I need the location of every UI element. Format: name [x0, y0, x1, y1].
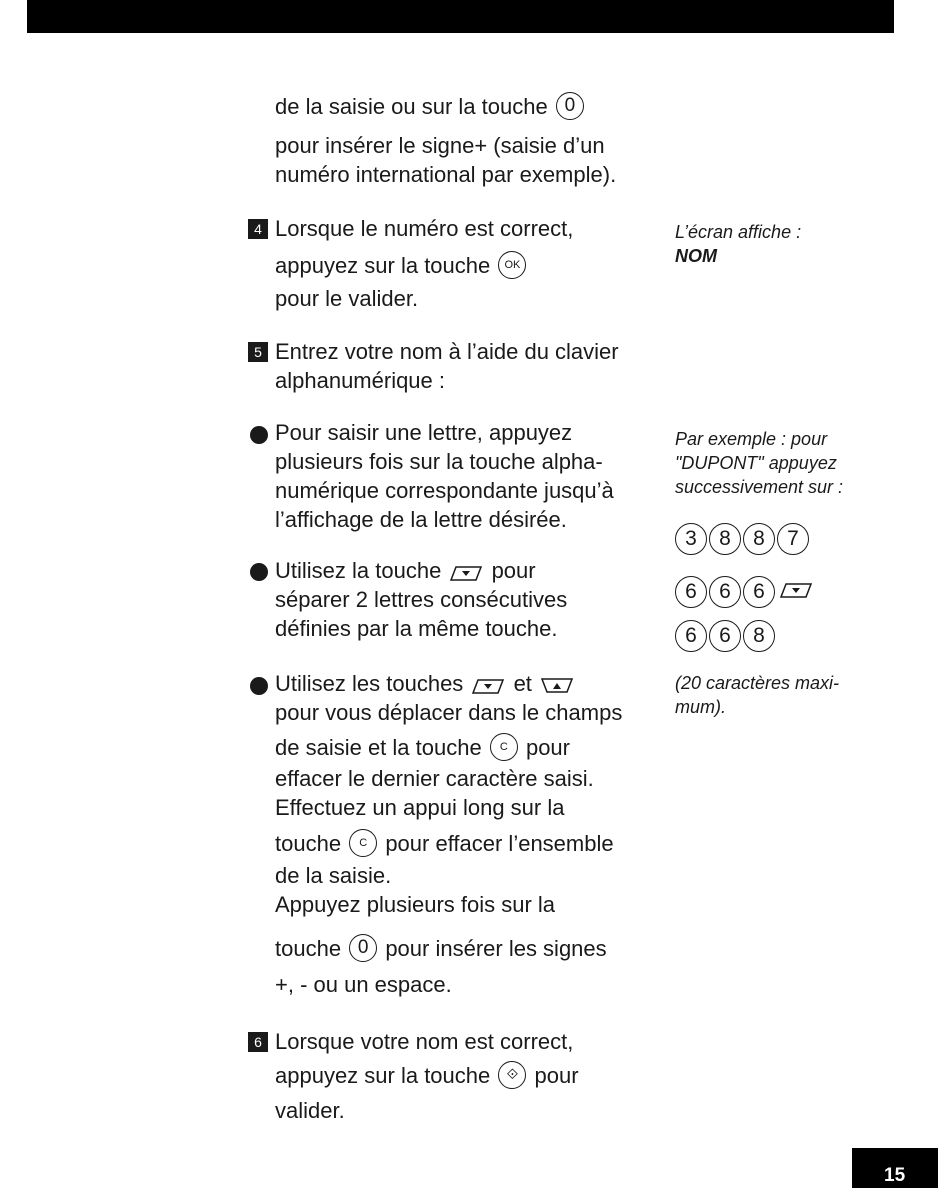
zero-key-icon: 0: [349, 934, 377, 962]
step-5-number: 5: [248, 342, 268, 362]
bullet-2-text: Utilisez la touche: [275, 558, 442, 583]
key-6-icon: 6: [675, 620, 707, 652]
arrow-down-key-icon: [449, 560, 483, 578]
intro-text: de la saisie ou sur la touche: [275, 94, 548, 119]
bullet-icon: [250, 426, 268, 444]
intro-line-2: pour insérer le signe+ (saisie d’un: [275, 133, 605, 158]
key-6-icon: 6: [675, 576, 707, 608]
bullet-3-line-10: +, - ou un espace.: [275, 972, 452, 997]
bullet-2-line-1: [275, 556, 536, 585]
key-6-icon: 6: [709, 576, 741, 608]
ok-key-icon: OK: [498, 251, 526, 279]
bullet-1-line-1: Pour saisir une lettre, appuyez: [275, 420, 573, 445]
example-line-2: "DUPONT" appuyez: [675, 453, 837, 473]
bullet-3-line-3: [275, 733, 570, 763]
bullet-3-line-1: [275, 669, 576, 698]
bullet-3-line-7: de la saisie.: [275, 863, 392, 888]
step-6-text-post: pour: [534, 1063, 579, 1088]
page-number: 15: [884, 1165, 906, 1186]
key-7-icon: 7: [777, 523, 809, 555]
step-6-text: appuyez sur la touche: [275, 1063, 491, 1088]
key-3-icon: 3: [675, 523, 707, 555]
arrow-up-key-icon: [540, 673, 574, 691]
bullet-3-line-5: Effectuez un appui long sur la: [275, 795, 565, 820]
bullet-icon: [250, 563, 268, 581]
example-keys-row-3: [675, 620, 777, 652]
arrow-down-key-icon: [779, 581, 813, 599]
bullet-3-text-post: pour: [525, 735, 570, 760]
step-4-line-3: pour le valider.: [275, 286, 419, 311]
key-8-icon: 8: [743, 523, 775, 555]
bullet-3-text-post: pour effacer l’ensemble: [385, 831, 614, 856]
max-chars-note-1: (20 caractères maxi-: [675, 673, 840, 693]
step-6-number: 6: [248, 1032, 268, 1052]
bullet-3-text: touche: [275, 936, 342, 961]
c-key-icon: C: [349, 829, 377, 857]
step-5-line-2: alphanumérique :: [275, 368, 446, 393]
bullet-2-line-2: séparer 2 lettres consécutives: [275, 587, 568, 612]
screen-display-value: NOM: [675, 246, 717, 266]
intro-line-1: [275, 92, 586, 122]
arrow-down-key-icon: [471, 673, 505, 691]
bullet-1-line-4: l’affichage de la lettre désirée.: [275, 507, 567, 532]
bullet-3-line-2: pour vous déplacer dans le champs: [275, 700, 623, 725]
step-6-line-2: [275, 1061, 579, 1091]
example-keys-row-2: [675, 576, 815, 608]
intro-line-3: numéro international par exemple).: [275, 162, 617, 187]
key-6-icon: 6: [743, 576, 775, 608]
zero-key-icon: 0: [556, 92, 584, 120]
bullet-1-line-2: plusieurs fois sur la touche alpha-: [275, 449, 603, 474]
max-chars-note-2: mum).: [675, 697, 726, 717]
bullet-2-line-3: définies par la même touche.: [275, 616, 558, 641]
directory-key-icon: ⟐: [498, 1061, 526, 1089]
example-line-1: Par exemple : pour: [675, 429, 828, 449]
step-4-line-1: Lorsque le numéro est correct,: [275, 216, 574, 241]
bullet-3-line-8: Appuyez plusieurs fois sur la: [275, 892, 556, 917]
bullet-3-text: touche: [275, 831, 342, 856]
screen-display-label: L’écran affiche :: [675, 222, 802, 242]
key-6-icon: 6: [709, 620, 741, 652]
step-5-line-1: Entrez votre nom à l’aide du clavier: [275, 339, 619, 364]
example-line-3: successivement sur :: [675, 477, 844, 497]
key-8-icon: 8: [709, 523, 741, 555]
bullet-3-text: Utilisez les touches: [275, 671, 464, 696]
bullet-3-text: de saisie et la touche: [275, 735, 482, 760]
step-6-line-3: valider.: [275, 1098, 345, 1123]
step-4-line-2: [275, 251, 528, 281]
step-4-number: 4: [248, 219, 268, 239]
bullet-3-line-4: effacer le dernier caractère saisi.: [275, 766, 594, 791]
step-6-line-1: Lorsque votre nom est correct,: [275, 1029, 574, 1054]
key-8-icon: 8: [743, 620, 775, 652]
bullet-2-text-post: pour: [491, 558, 536, 583]
c-key-icon: C: [490, 733, 518, 761]
example-keys-row-1: [675, 523, 811, 555]
bullet-icon: [250, 677, 268, 695]
bullet-3-text-post: pour insérer les signes: [385, 936, 607, 961]
bullet-3-line-6: [275, 829, 614, 859]
bullet-1-line-3: numérique correspondante jusqu’à: [275, 478, 614, 503]
bullet-3-line-9: [275, 934, 607, 964]
header-bar: [27, 0, 894, 33]
step-4-text: appuyez sur la touche: [275, 253, 491, 278]
page-number-box: [852, 1148, 938, 1188]
bullet-3-text-mid: et: [513, 671, 532, 696]
